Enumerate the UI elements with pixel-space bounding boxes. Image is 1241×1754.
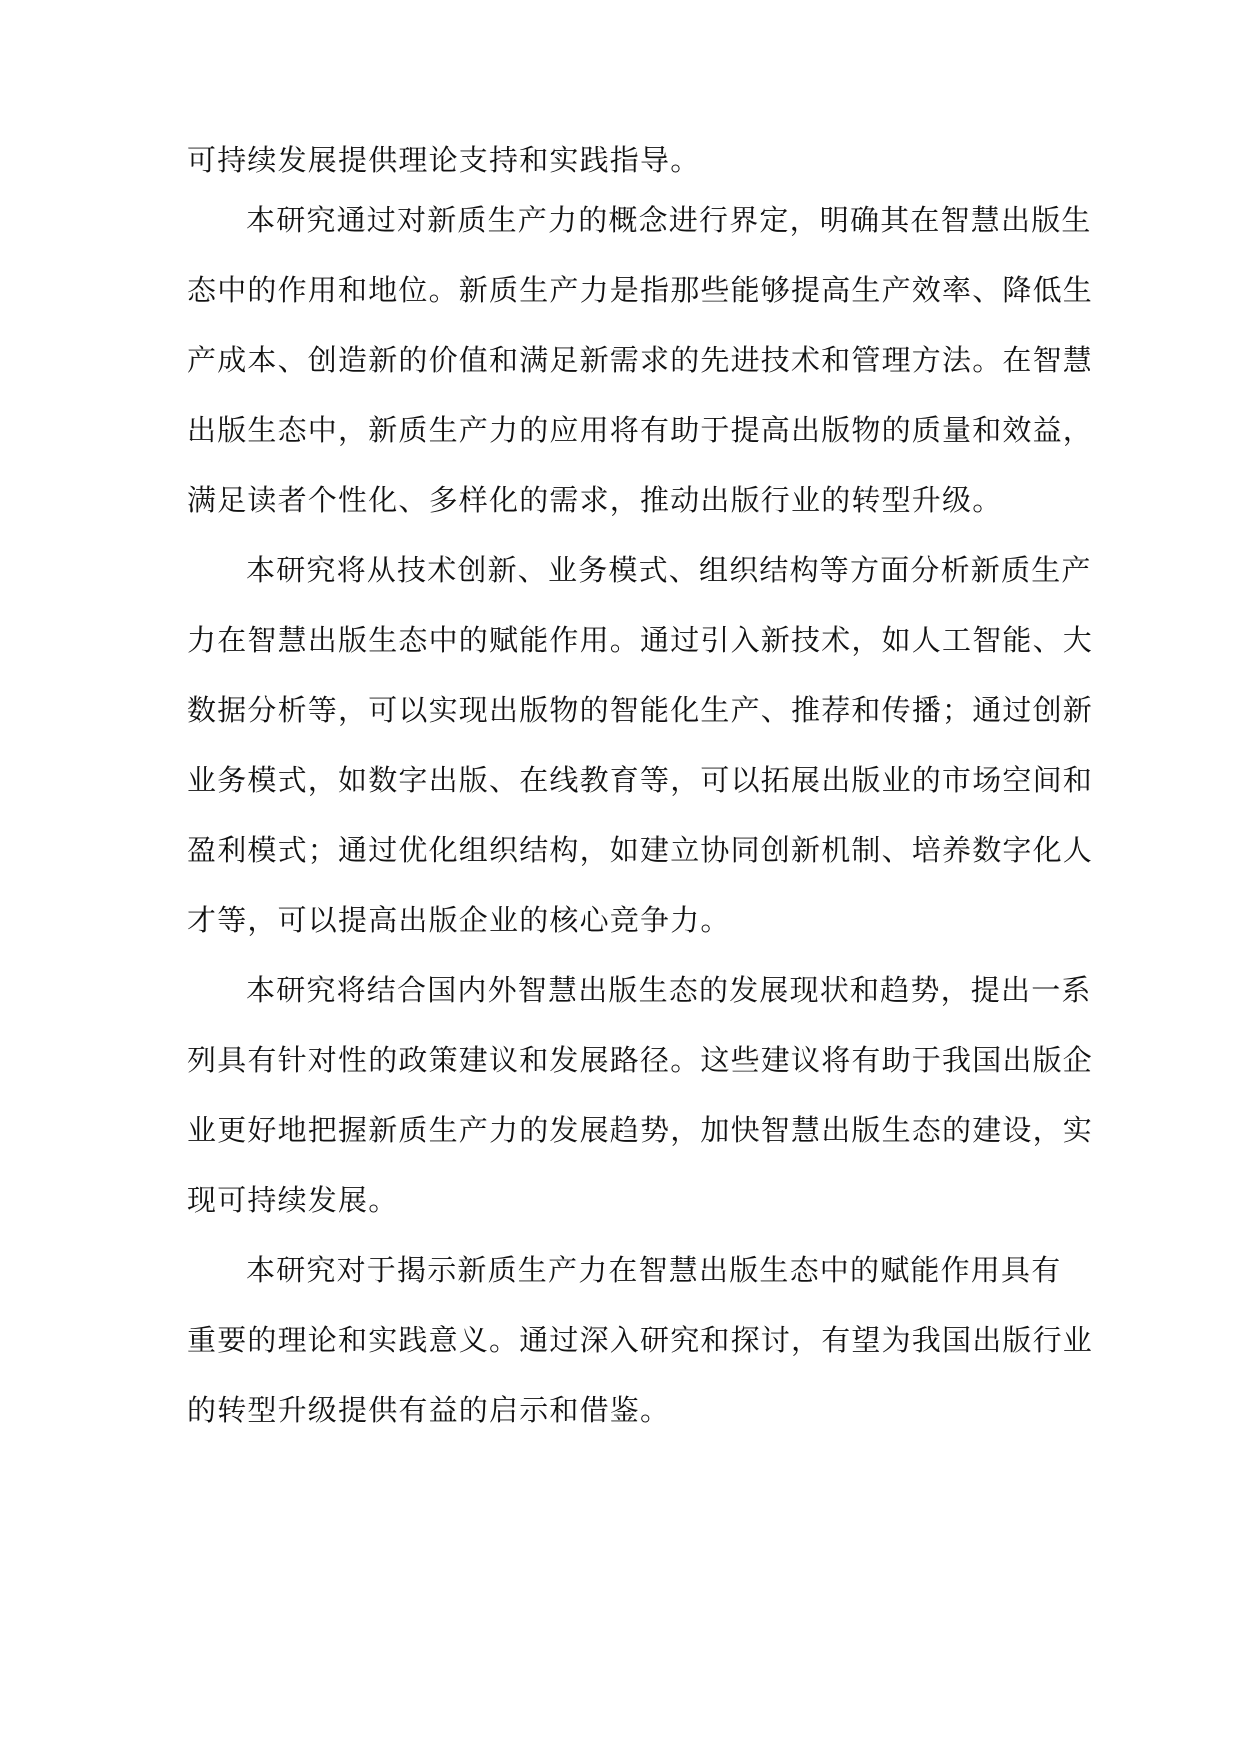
- text-line: 现可持续发展。: [187, 1183, 399, 1217]
- text-line: 本研究通过对新质生产力的概念进行界定，明确其在智慧出版生: [246, 203, 1092, 237]
- text-line: 本研究将从技术创新、业务模式、组织结构等方面分析新质生产: [246, 553, 1092, 587]
- text-line: 满足读者个性化、多样化的需求，推动出版行业的转型升级。: [187, 483, 1003, 517]
- text-line: 重要的理论和实践意义。通过深入研究和探讨，有望为我国出版行业: [187, 1323, 1094, 1357]
- text-line: 本研究对于揭示新质生产力在智慧出版生态中的赋能作用具有: [246, 1253, 1062, 1287]
- text-line: 数据分析等，可以实现出版物的智能化生产、推荐和传播；通过创新: [187, 693, 1094, 727]
- text-line: 力在智慧出版生态中的赋能作用。通过引入新技术，如人工智能、大: [187, 623, 1094, 657]
- text-line: 业更好地把握新质生产力的发展趋势，加快智慧出版生态的建设，实: [187, 1113, 1094, 1147]
- text-line: 业务模式，如数字出版、在线教育等，可以拓展出版业的市场空间和: [187, 763, 1094, 797]
- text-line: 本研究将结合国内外智慧出版生态的发展现状和趋势，提出一系: [246, 973, 1092, 1007]
- text-line: 盈利模式；通过优化组织结构，如建立协同创新机制、培养数字化人: [187, 833, 1094, 867]
- text-line: 才等，可以提高出版企业的核心竞争力。: [187, 903, 731, 937]
- text-line: 的转型升级提供有益的启示和借鉴。: [187, 1393, 671, 1427]
- text-line: 列具有针对性的政策建议和发展路径。这些建议将有助于我国出版企: [187, 1043, 1094, 1077]
- text-line: 出版生态中，新质生产力的应用将有助于提高出版物的质量和效益，: [187, 413, 1094, 447]
- text-line: 态中的作用和地位。新质生产力是指那些能够提高生产效率、降低生: [187, 273, 1094, 307]
- text-line: 可持续发展提供理论支持和实践指导。: [187, 143, 701, 177]
- text-line: 产成本、创造新的价值和满足新需求的先进技术和管理方法。在智慧: [187, 343, 1094, 377]
